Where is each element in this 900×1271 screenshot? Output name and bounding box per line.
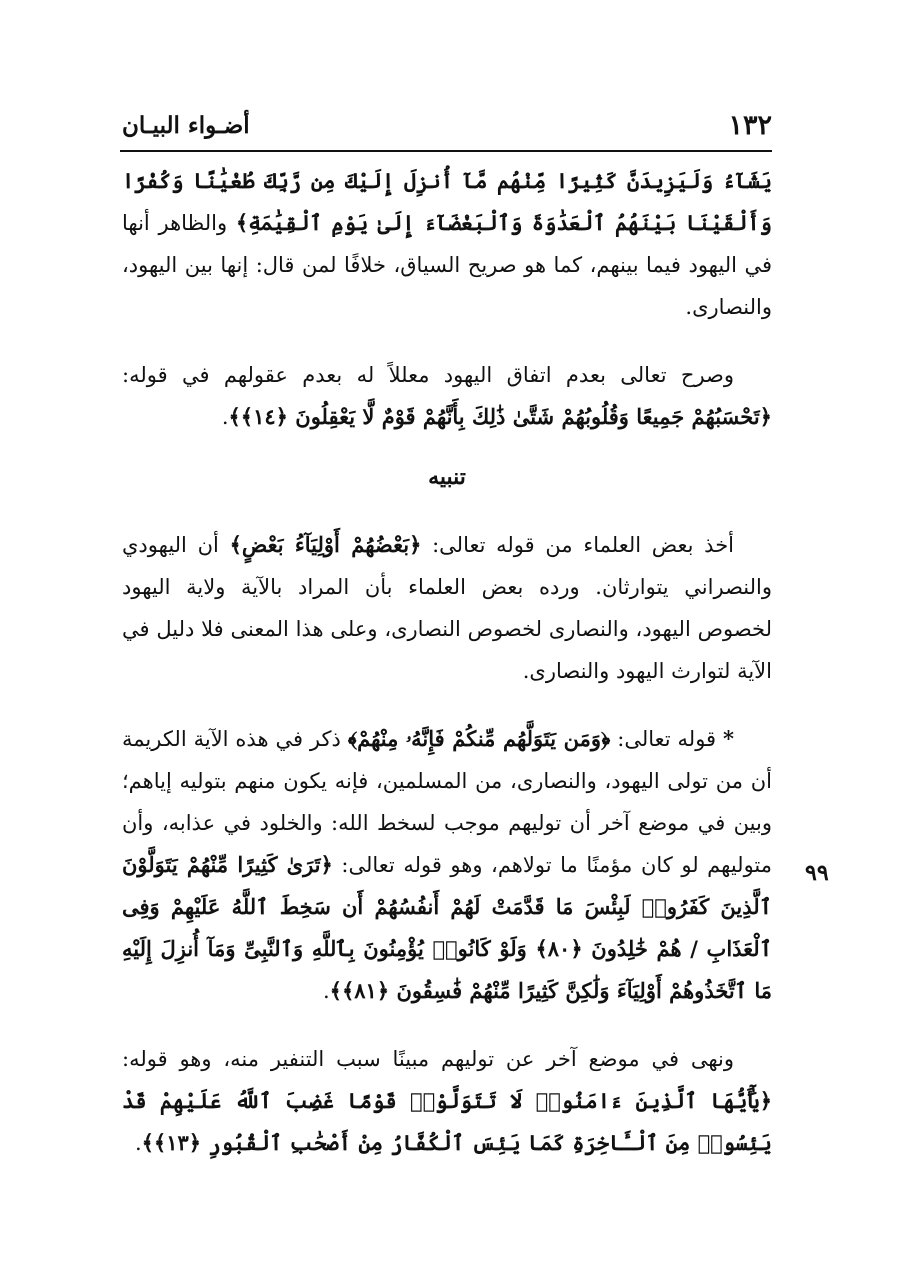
quran-quote: ﴿يَٰٓأَيُّهَا ٱلَّذِينَ ءَامَنُوا۟ لَا تَتَوَلَّوْا۟ قَوْمًا غَضِبَ ٱللَّهُ عَلَيْهِمْ قَدْ يَئِسُوا۟ مِنَ ٱلْـَٔاخِرَةِ كَمَا يَئِسَ ٱلْكُفَّارُ مِنْ أَصْحَٰبِ ٱلْقُبُورِ ﴿١٣﴾﴾ [122,1088,772,1155]
paragraph-3 [122,524,772,692]
paragraph-1 [122,160,772,328]
paragraph-text: . [134,1131,142,1155]
paragraph-text: ذكر في هذه الآية الكريمة أن من تولى اليهود، والنصارى، من المسلمين، فإنه يكون منهم بتوليه إياهم؛ وبين في موضع آخر أن توليهم موجب لسخط الله: والخلود في عذابه، وأن متوليهم لو كان مؤمنًا ما تولاهم، وهو قوله تعالى: [122,727,773,877]
quran-quote: يَشَآءُ وَلَيَزِيدَنَّ كَثِيرًا مِّنْهُم مَّآ أُنزِلَ إِلَيْكَ مِن رَّبِّكَ طُغْيَٰنًا وَكُفْرًا وَأَلْقَيْنَا بَيْنَهُمُ ٱلْعَدَٰوَةَ وَٱلْبَغْضَآءَ إِلَىٰ يَوْمِ ٱلْقِيَٰمَةِ﴾ [122,168,772,235]
header-rule [120,150,772,152]
paragraph-text: قوله تعالى: [610,727,724,751]
paragraph-gap [122,1012,772,1038]
quran-quote: ﴿وَمَن يَتَوَلَّهُم مِّنكُمْ فَإِنَّهُۥ مِنْهُمْ﴾ [347,726,611,751]
paragraph-text: . [322,979,330,1003]
paragraph-2 [122,354,772,438]
paragraph-gap [122,692,772,718]
body-text [122,160,772,1164]
paragraph-text: أخذ بعض العلماء من قوله تعالى: [421,533,735,557]
paragraph-4 [122,718,772,1012]
quran-quote: ﴿بَعْضُهُمْ أَوْلِيَآءُ بَعْضٍ﴾ [229,532,422,557]
paragraph-text: . [221,405,229,429]
quran-quote: ﴿تَرَىٰ كَثِيرًا مِّنْهُمْ يَتَوَلَّوْنَ ٱلَّذِينَ كَفَرُوا۟ لَبِئْسَ مَا قَدَّمَتْ لَهُمْ أَنفُسُهُمْ أَن سَخِطَ ٱللَّهُ عَلَيْهِمْ وَفِى ٱلْعَذَابِ / هُمْ خَٰلِدُونَ ﴿٨٠﴾ وَلَوْ كَانُوا۟ يُؤْمِنُونَ بِٱللَّهِ وَٱلنَّبِىِّ وَمَآ أُنزِلَ إِلَيْهِ مَا ٱتَّخَذُوهُمْ أَوْلِيَآءَ وَلَٰكِنَّ كَثِيرًا مِّنْهُمْ فَٰسِقُونَ ﴿٨١﴾﴾ [122,852,773,1003]
paragraph-text: ونهى في موضع آخر عن توليهم مبينًا سبب التنفير منه، وهو قوله: [122,1047,734,1071]
paragraph-gap [122,328,772,354]
margin-page-reference: ٩٩ [805,860,829,886]
page-header [122,108,772,148]
paragraph-text: أن اليهودي والنصراني يتوارثان. ورده بعض العلماء بأن المراد بالآية ولاية اليهود لخصوص اليهود، والنصارى لخصوص النصارى، وعلى هذا المعنى فلا دليل في الآية لتوارث اليهود والنصارى. [122,533,772,683]
page-number: ١٣٢ [728,110,772,141]
star-icon: * [723,726,735,751]
quran-quote: ﴿تَحْسَبُهُمْ جَمِيعًا وَقُلُوبُهُمْ شَتَّىٰ ذَٰلِكَ بِأَنَّهُمْ قَوْمٌ لَّا يَعْقِلُونَ ﴿١٤﴾﴾ [228,404,772,429]
running-title: أضـواء البيـان [122,112,250,139]
section-heading: تنبيه [428,464,466,490]
paragraph-text: والظاهر أنها في اليهود فيما بينهم، كما هو صريح السياق، خلافًا لمن قال: إنها بين اليهود، والنصارى. [122,211,772,319]
paragraph-text: وصرح تعالى بعدم اتفاق اليهود معللاً له بعدم عقولهم في قوله: [122,363,734,387]
paragraph-5 [122,1038,772,1164]
